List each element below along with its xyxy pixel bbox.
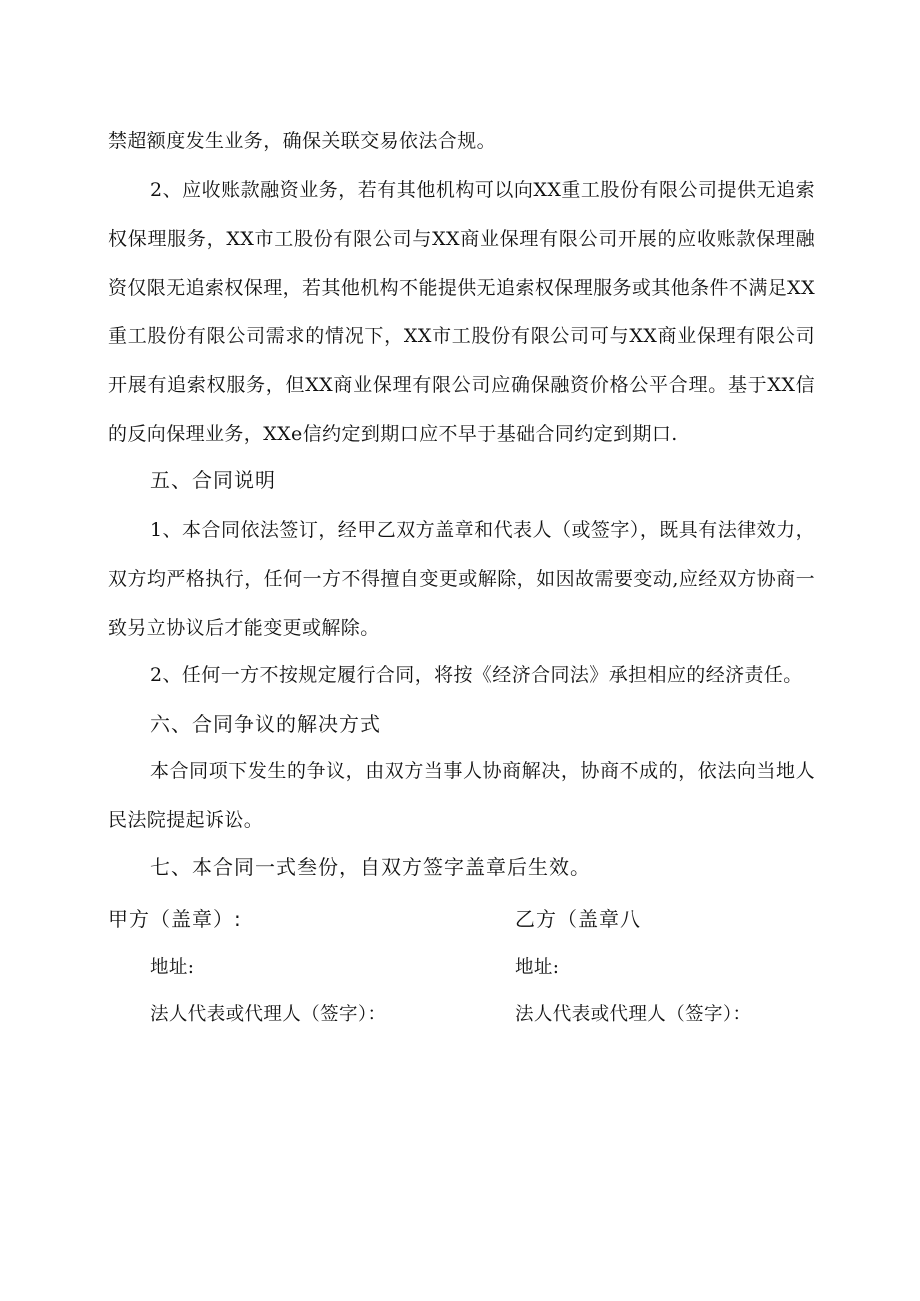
party-a-representative-label: 法人代表或代理人（签字）：	[150, 1004, 387, 1025]
paragraph-dispute-resolution: 本合同项下发生的争议，由双方当事人协商解决，协商不成的，依法向当地人民法院提起诉讼。	[108, 760, 815, 831]
party-a-address-label: 地址:	[150, 957, 195, 978]
heading-copies-effective: 七、本合同一式叁份，自双方签字盖章后生效。	[150, 855, 591, 879]
party-b-representative-label: 法人代表或代理人（签字）：	[515, 1004, 752, 1025]
party-b-title: 乙方（盖章八	[515, 907, 641, 931]
paragraph-contract-validity: 1、本合同依法签订，经甲乙双方盖章和代表人（或签字），既具有法律效力，双方均严格执行，任何一方不得擅自变更或解除，如因故需要变动,应经双方协商一致另立协议后才能变更或解除。	[108, 519, 815, 639]
heading-dispute-resolution: 六、合同争议的解决方式	[150, 712, 381, 736]
paragraph-related-transactions: 禁超额度发生业务，确保关联交易依法合规。	[108, 130, 497, 152]
party-b-address-label: 地址:	[515, 957, 560, 978]
heading-contract-description: 五、合同说明	[150, 468, 276, 492]
paragraph-receivables-financing: 2、应收账款融资业务，若有其他机构可以向XX重工股份有限公司提供无追索权保理服务，XX市工股份有限公司与XX商业保理有限公司开展的应收账款保理融资仅限无追索权保理，若其他机构不能提供无追索权保理服务或其他条件不满足XX重工股份有限公司需求的情况下，XX市工股份有限公司可与XX商业保理有限公司开展有追索权服务，但XX商业保理有限公司应确保融资价格公平合理。基于XX信的反向保理业务，XXe信约定到期口应不早于基础合同约定到期口.	[108, 179, 815, 445]
party-a-title: 甲方（盖章）:	[108, 907, 242, 931]
paragraph-breach-liability: 2、任何一方不按规定履行合同，将按《经济合同法》承担相应的经济责任。	[150, 664, 803, 686]
